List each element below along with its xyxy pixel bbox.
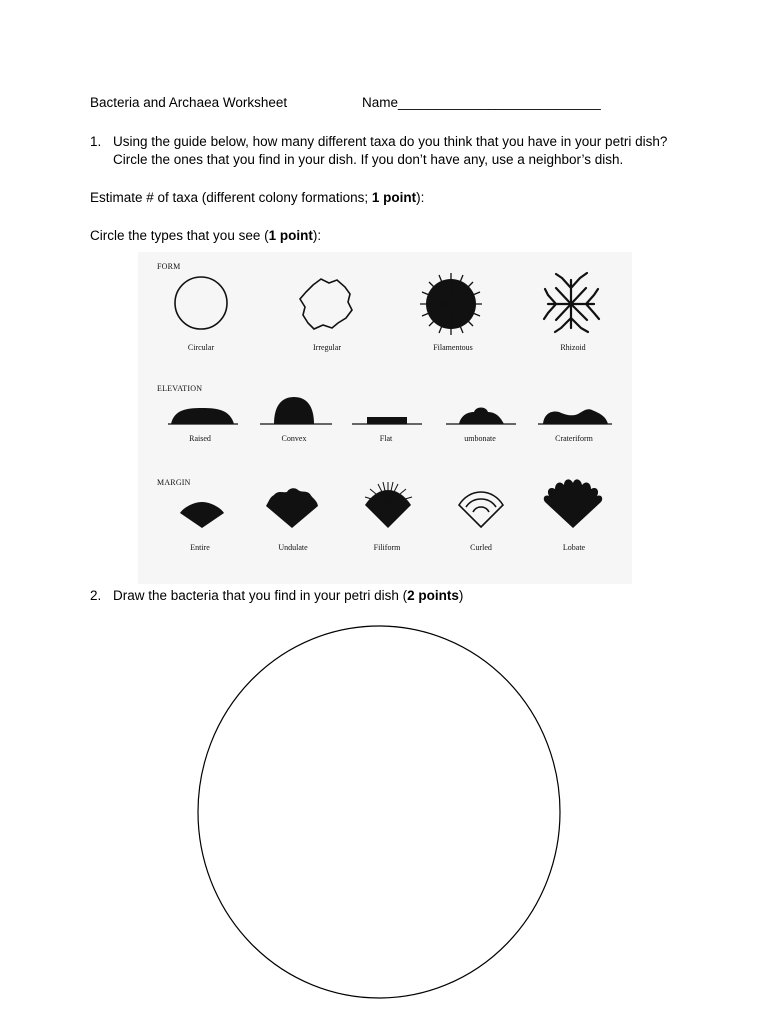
margin-caption-lobate: Lobate — [562, 543, 586, 552]
question-1-number: 1. — [90, 134, 102, 149]
convex-elevation-shape — [260, 397, 332, 424]
margin-caption-undulate: Undulate — [278, 543, 308, 552]
lobate-margin-shape — [544, 479, 602, 528]
petri-dish-drawing-area[interactable] — [196, 624, 562, 1002]
elevation-caption-flat: Flat — [379, 434, 393, 443]
crateriform-elevation-shape — [538, 409, 612, 424]
undulate-margin-shape — [266, 488, 318, 528]
elevation-caption-raised: Raised — [189, 434, 211, 443]
margin-caption-curled: Curled — [470, 543, 492, 552]
circle-types-points: 1 point — [268, 228, 313, 243]
curled-margin-shape — [459, 492, 503, 527]
flat-elevation-shape — [352, 417, 422, 424]
guide-illustrations — [138, 252, 632, 584]
margin-caption-entire: Entire — [190, 543, 210, 552]
petri-dish-circle — [198, 626, 560, 998]
elevation-caption-crateriform: Crateriform — [555, 434, 593, 443]
question-2-suffix: ) — [458, 588, 464, 603]
form-caption-circular: Circular — [187, 343, 215, 352]
estimate-taxa-points: 1 point — [371, 190, 417, 205]
form-caption-filamentous: Filamentous — [433, 343, 473, 352]
margin-section-title: MARGIN — [157, 478, 191, 487]
entire-margin-shape — [180, 502, 224, 528]
filamentous-form-shape — [420, 273, 482, 335]
question-2-text: Draw the bacteria that you find in your petri dish ( — [113, 588, 408, 603]
elevation-caption-umbonate: umbonate — [464, 434, 496, 443]
estimate-taxa-suffix: ): — [416, 190, 425, 205]
circular-form-shape — [175, 277, 227, 329]
form-caption-irregular: Irregular — [313, 343, 341, 352]
raised-elevation-shape — [168, 408, 238, 424]
irregular-form-shape — [300, 279, 352, 329]
circle-types-prompt — [90, 227, 321, 245]
elevation-caption-convex: Convex — [281, 434, 307, 443]
rhizoid-form-shape — [544, 273, 599, 332]
elevation-section-title: ELEVATION — [157, 384, 203, 393]
question-2-number: 2. — [90, 588, 102, 603]
name-field-label: Name___________________________ — [362, 95, 601, 110]
question-2-points: 2 points — [407, 588, 459, 603]
question-1-text: Using the guide below, how many different taxa do you think that you have in your petri dish? Circle the ones that you find in your dish. If you don’t have any, use a neighbor’s dish. — [113, 134, 668, 167]
estimate-taxa-prompt — [90, 189, 424, 207]
worksheet-title: Bacteria and Archaea Worksheet — [90, 95, 288, 110]
question-2-prompt — [113, 587, 463, 605]
form-section-title: FORM — [157, 262, 181, 271]
colony-morphology-guide — [138, 252, 632, 584]
circle-types-suffix: ): — [312, 228, 322, 243]
margin-caption-filiform: Filiform — [373, 543, 401, 552]
circle-types-text: Circle the types that you see ( — [90, 228, 269, 243]
estimate-taxa-text: Estimate # of taxa (different colony formations; — [90, 190, 372, 205]
form-caption-rhizoid: Rhizoid — [560, 343, 586, 352]
umbonate-elevation-shape — [446, 408, 516, 425]
filiform-margin-shape — [365, 482, 412, 528]
